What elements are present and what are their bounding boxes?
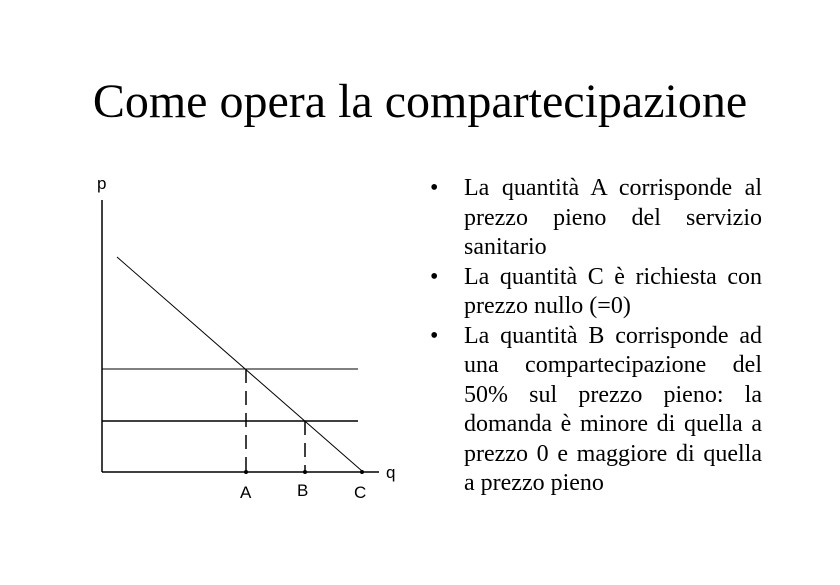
demand-curve xyxy=(117,257,362,471)
point-B-marker xyxy=(303,470,307,474)
slide-title: Come opera la compartecipazione xyxy=(92,75,748,128)
point-A-marker xyxy=(244,470,248,474)
point-A-label: A xyxy=(240,483,252,502)
point-C-label: C xyxy=(354,483,367,502)
bullet-list xyxy=(428,174,762,499)
point-B-label: B xyxy=(297,481,309,500)
quantity-axis-label: q xyxy=(386,463,396,482)
bullet-item: • La quantità A corrisponde al prezzo pieno del servizio sanitario xyxy=(428,174,762,263)
price-axis-label: p xyxy=(97,174,107,193)
bullet-item: • La quantità B corrisponde ad una compartecipazione del 50% sul prezzo pieno: la domanda è minore di quella a prezzo 0 e maggiore di quella a prezzo pieno xyxy=(428,322,762,499)
point-C-marker xyxy=(360,470,364,474)
bullet-item: • La quantità C è richiesta con prezzo nullo (=0) xyxy=(428,263,762,322)
